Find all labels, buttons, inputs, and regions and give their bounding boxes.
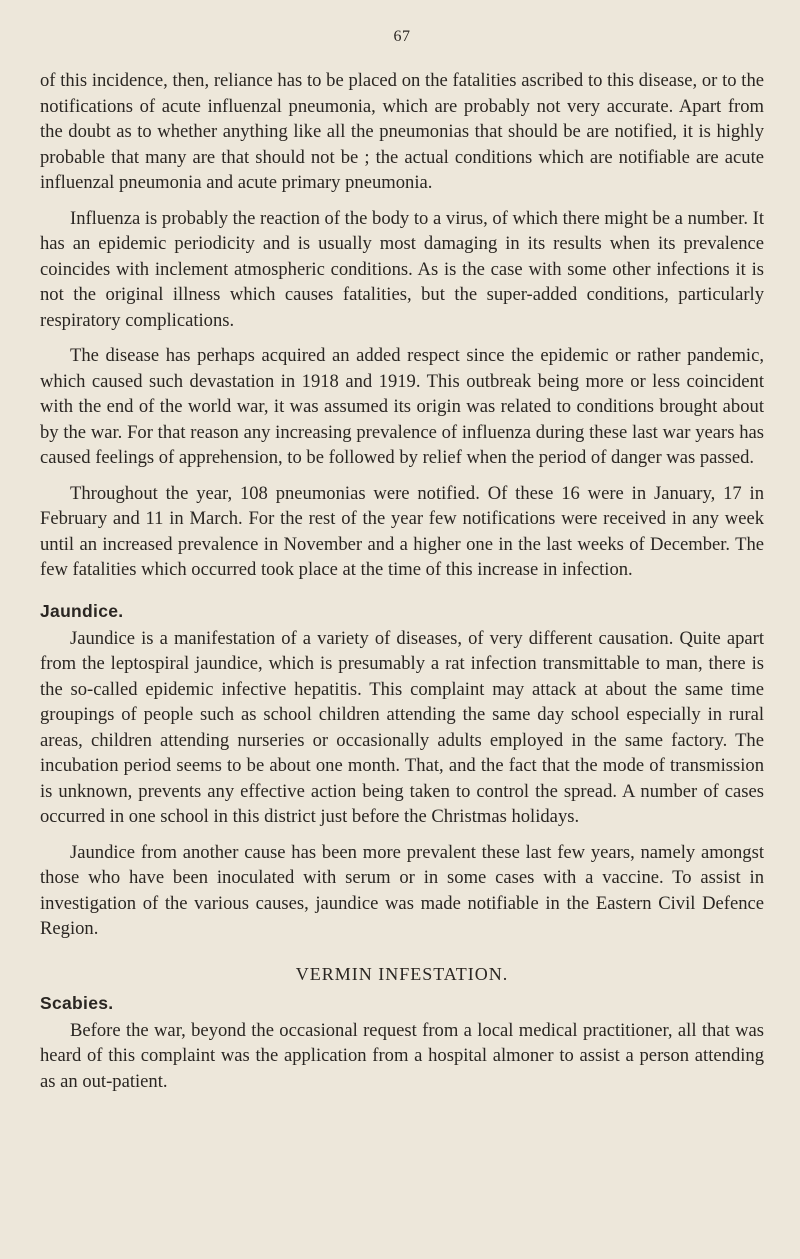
paragraph: Jaundice is a manifestation of a variety of diseases, of very different causation. Quite apart from the leptospiral jaundice, which is presumably a rat infection transmittable to man, there is the so-called epidemic infective hepatitis. This complaint may attack at about the same time groupings of people such as school children attending the same day school especially in rural areas, children attending nurseries or occasionally adults employed in the same factory. The incubation period seems to be about one month. That, and the fact that the mode of transmission is unknown, prevents any effective action being taken to control the spread. A number of cases occurred in one school in this district just before the Christmas holidays. xyxy=(40,627,764,827)
paragraph: Influenza is probably the reaction of the body to a virus, of which there might be a number. It has an epidemic periodicity and is usually most damaging in its results when its prevalence coincides with inclement atmospheric conditions. As is the case with some other infections it is not the original illness which causes fatalities, but the super-added conditions, particularly respiratory complications. xyxy=(40,207,764,331)
jaundice-heading: Jaundice. xyxy=(40,600,124,621)
paragraph: Throughout the year, 108 pneumonias were notified. Of these 16 were in January, 17 in February and 11 in March. For the rest of the year few notifications were received in any week until an increased prevalence in November and a higher one in the last weeks of December. The few fatalities which occurred took place at the time of this increase in infection. xyxy=(40,482,764,580)
page-number: 67 xyxy=(393,28,411,45)
paragraph: of this incidence, then, reliance has to be placed on the fatalities ascribed to this disease, or to the notifications of acute influenzal pneumonia, which are probably not very accurate. Apart from the doubt as to whether anything like all the pneumonias that should be are notified, it is highly probable that many are that should not be ; the actual conditions which are notifiable are acute influenzal pneumonia and acute primary pneumonia. xyxy=(40,70,764,193)
paragraph: The disease has perhaps acquired an added respect since the epidemic or rather pandemic, which caused such devastation in 1918 and 1919. This outbreak being more or less coincident with the end of the world war, it was assumed its origin was related to conditions brought about by the war. For that reason any increasing prevalence of influenza during these last war years has caused feelings of apprehension, to be followed by relief when the period of danger was passed. xyxy=(40,345,764,468)
scabies-heading: Scabies. xyxy=(40,992,114,1013)
section-title: VERMIN INFESTATION. xyxy=(295,963,509,984)
paragraph: Before the war, beyond the occasional request from a local medical practitioner, all that was heard of this complaint was the application from a hospital almoner to assist a person attending as an out-patient. xyxy=(40,1019,764,1092)
paragraph: Jaundice from another cause has been more prevalent these last few years, namely amongst those who have been inoculated with serum or in some cases with a vaccine. To assist in investigation of the various causes, jaundice was made notifiable in the Eastern Civil Defence Region. xyxy=(40,841,764,939)
